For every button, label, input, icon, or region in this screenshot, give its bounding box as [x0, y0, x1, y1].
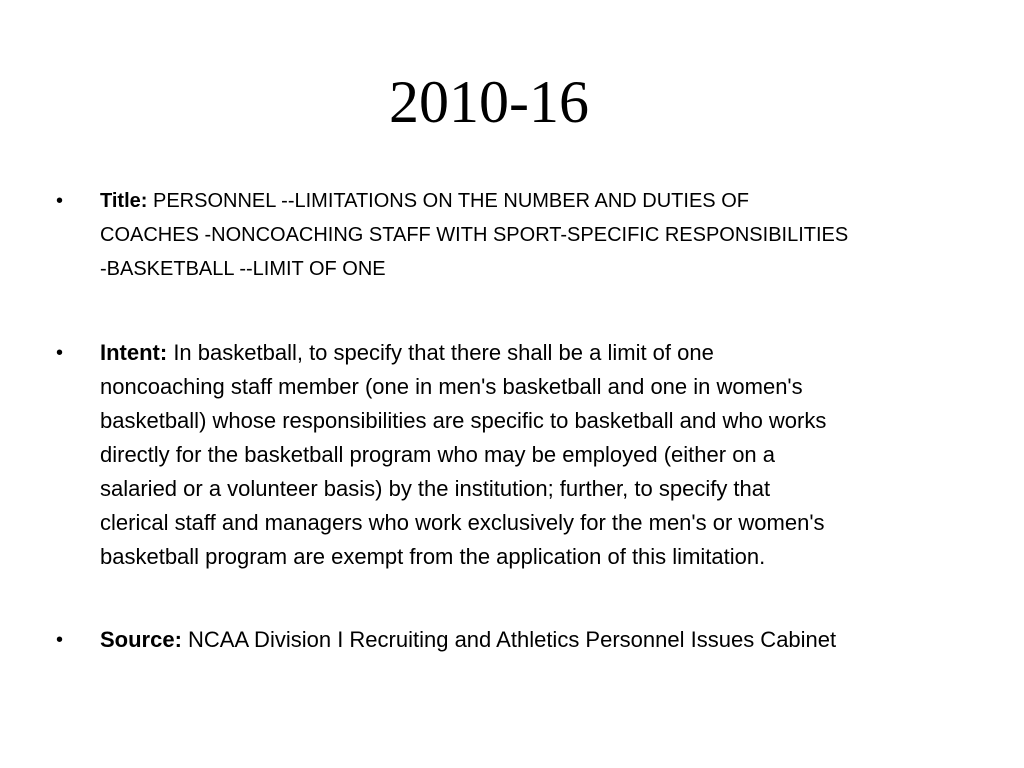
bullet-label: Intent: [100, 340, 168, 365]
bullet-marker: • [56, 629, 64, 651]
bullet-line [100, 184, 848, 218]
bullet-marker: • [56, 190, 64, 212]
bullet-line [100, 336, 826, 370]
slide-title: 2010-16 [389, 69, 589, 135]
bullet-line-text: NCAA Division I Recruiting and Athletics Personnel Issues Cabinet [181, 627, 837, 652]
bullet-line: basketball) whose responsibilities are specific to basketball and who works [100, 408, 827, 433]
bullet-line-text: PERSONNEL --LIMITATIONS ON THE NUMBER AND DUTIES OF [147, 190, 749, 212]
bullet-line: noncoaching staff member (one in men's basketball and one in women's [100, 374, 803, 399]
bullet-line: directly for the basketball program who may be employed (either on a [100, 442, 776, 467]
bullet-line [100, 623, 836, 657]
bullet-line: -BASKETBALL --LIMIT OF ONE [100, 258, 386, 280]
bullet-label: Title: [100, 190, 148, 212]
bullet-line: COACHES -NONCOACHING STAFF WITH SPORT-SPECIFIC RESPONSIBILITIES [100, 224, 849, 246]
bullet-label: Source: [100, 627, 182, 652]
bullet-marker: • [56, 342, 64, 364]
bullet-source-text [100, 623, 836, 657]
bullet-line: salaried or a volunteer basis) by the institution; further, to specify that [100, 476, 771, 501]
bullet-title-text [100, 184, 848, 286]
bullet-line-text: In basketball, to specify that there shall be a limit of one [167, 340, 714, 365]
bullet-intent-text [100, 336, 826, 574]
bullet-line: basketball program are exempt from the application of this limitation. [100, 544, 766, 569]
bullet-line: clerical staff and managers who work exclusively for the men's or women's [100, 510, 825, 535]
